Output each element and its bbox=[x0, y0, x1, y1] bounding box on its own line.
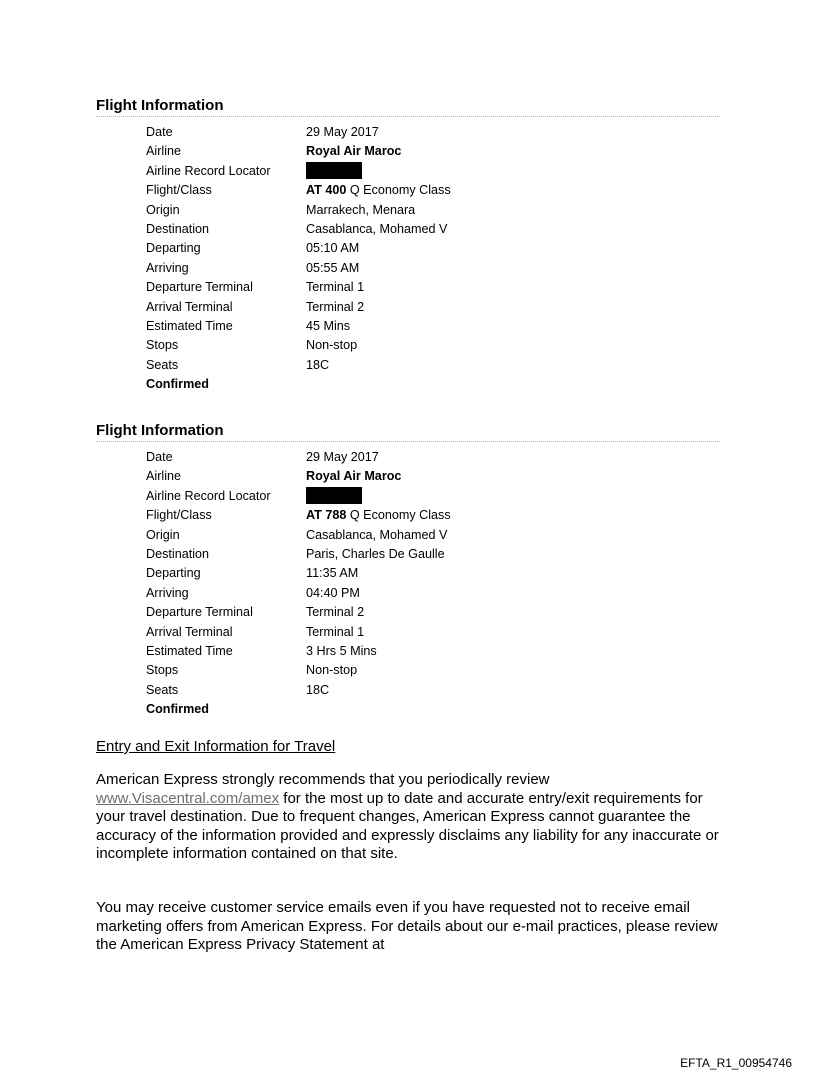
value-date: 29 May 2017 bbox=[306, 125, 379, 139]
document-id: EFTA_R1_00954746 bbox=[680, 1056, 792, 1070]
row-arrival-terminal bbox=[146, 298, 720, 317]
redaction-box bbox=[306, 487, 362, 504]
label-destination: Destination bbox=[146, 221, 210, 236]
value-origin: Marrakech, Menara bbox=[306, 202, 416, 217]
row-departing bbox=[146, 564, 720, 583]
row-estimated-time bbox=[146, 642, 720, 661]
value-origin: Casablanca, Mohamed V bbox=[306, 527, 448, 542]
email-notice-paragraph: You may receive customer service emails even if you have requested not to receive email marketing offers from American Express. For details about our e-mail practices, please review the American Express Privacy Statement at bbox=[96, 899, 718, 953]
value-stops: Non-stop bbox=[306, 663, 358, 678]
label-arrival-terminal: Arrival Terminal bbox=[146, 624, 233, 639]
row-status bbox=[146, 375, 720, 394]
label-arrival-terminal: Arrival Terminal bbox=[146, 299, 233, 314]
label-date: Date bbox=[146, 450, 173, 464]
redaction-box bbox=[306, 162, 362, 179]
value-departing: 05:10 AM bbox=[306, 241, 360, 256]
label-airline: Airline bbox=[146, 469, 181, 484]
row-departure-terminal bbox=[146, 278, 720, 297]
value-seats: 18C bbox=[306, 357, 330, 372]
value-estimated-time: 45 Mins bbox=[306, 318, 351, 333]
row-flight-class bbox=[146, 506, 720, 525]
flight-section-1 bbox=[96, 97, 720, 394]
visacentral-link[interactable]: www.Visacentral.com/amex bbox=[96, 789, 280, 807]
row-status bbox=[146, 700, 720, 719]
value-departure-terminal: Terminal 2 bbox=[306, 605, 365, 620]
value-class: Q Economy Class bbox=[346, 183, 451, 198]
label-origin: Origin bbox=[146, 202, 180, 217]
row-destination bbox=[146, 545, 720, 564]
label-seats: Seats bbox=[146, 357, 179, 372]
value-airline: Royal Air Maroc bbox=[306, 144, 402, 159]
row-estimated-time bbox=[146, 317, 720, 336]
label-destination: Destination bbox=[146, 546, 210, 561]
entry-exit-paragraph bbox=[96, 771, 726, 864]
row-departure-terminal bbox=[146, 603, 720, 622]
row-departing bbox=[146, 239, 720, 258]
flight-details bbox=[146, 123, 720, 394]
flight-details bbox=[146, 448, 720, 719]
label-record-locator: Airline Record Locator bbox=[146, 163, 271, 178]
label-record-locator: Airline Record Locator bbox=[146, 488, 271, 503]
value-date: 29 May 2017 bbox=[306, 450, 379, 464]
label-flight-class: Flight/Class bbox=[146, 508, 212, 523]
row-stops bbox=[146, 336, 720, 355]
row-arriving bbox=[146, 259, 720, 278]
label-origin: Origin bbox=[146, 527, 180, 542]
row-airline bbox=[146, 467, 720, 486]
label-stops: Stops bbox=[146, 663, 179, 678]
value-estimated-time: 3 Hrs 5 Mins bbox=[306, 643, 377, 658]
value-destination: Paris, Charles De Gaulle bbox=[306, 546, 445, 561]
row-record-locator bbox=[146, 487, 720, 506]
label-departing: Departing bbox=[146, 566, 201, 581]
row-date bbox=[146, 448, 720, 467]
value-departing: 11:35 AM bbox=[306, 566, 359, 581]
row-flight-class bbox=[146, 181, 720, 200]
label-seats: Seats bbox=[146, 682, 179, 697]
row-origin bbox=[146, 526, 720, 545]
value-arriving: 05:55 AM bbox=[306, 260, 360, 275]
paragraph-text-end: for the most up to date and accurate entry/exit requirements for your travel destination. Due to frequent changes, American Express cannot guarantee the accuracy of the information provided and expressly disclaims any liability for any inaccurate or incomplete information contained on that site. bbox=[96, 789, 719, 862]
label-stops: Stops bbox=[146, 338, 179, 353]
label-departure-terminal: Departure Terminal bbox=[146, 280, 253, 295]
value-departure-terminal: Terminal 1 bbox=[306, 280, 365, 295]
value-stops: Non-stop bbox=[306, 338, 358, 353]
row-arriving bbox=[146, 584, 720, 603]
label-date: Date bbox=[146, 125, 173, 139]
value-flight-number: AT 400 bbox=[306, 183, 347, 198]
row-date bbox=[146, 123, 720, 142]
value-arrival-terminal: Terminal 2 bbox=[306, 299, 365, 314]
row-origin bbox=[146, 201, 720, 220]
label-arriving: Arriving bbox=[146, 585, 189, 600]
label-estimated-time: Estimated Time bbox=[146, 318, 233, 333]
row-destination bbox=[146, 220, 720, 239]
label-airline: Airline bbox=[146, 144, 181, 159]
label-flight-class: Flight/Class bbox=[146, 183, 212, 198]
row-seats bbox=[146, 356, 720, 375]
row-record-locator bbox=[146, 162, 720, 181]
value-seats: 18C bbox=[306, 682, 330, 697]
label-departure-terminal: Departure Terminal bbox=[146, 605, 253, 620]
label-estimated-time: Estimated Time bbox=[146, 643, 233, 658]
flight-section-2 bbox=[96, 422, 720, 719]
value-flight-number: AT 788 bbox=[306, 508, 347, 523]
paragraph-text-start: American Express strongly recommends that you periodically review bbox=[96, 771, 550, 788]
entry-exit-heading: Entry and Exit Information for Travel bbox=[96, 738, 336, 755]
value-destination: Casablanca, Mohamed V bbox=[306, 221, 448, 236]
value-airline: Royal Air Maroc bbox=[306, 469, 402, 484]
label-arriving: Arriving bbox=[146, 260, 189, 275]
value-arrival-terminal: Terminal 1 bbox=[306, 624, 365, 639]
row-seats bbox=[146, 681, 720, 700]
section-title: Flight Information bbox=[96, 97, 720, 117]
section-title: Flight Information bbox=[96, 422, 720, 442]
value-arriving: 04:40 PM bbox=[306, 585, 360, 600]
value-class: Q Economy Class bbox=[346, 508, 451, 523]
row-arrival-terminal bbox=[146, 623, 720, 642]
status-confirmed: Confirmed bbox=[146, 702, 209, 717]
row-stops bbox=[146, 661, 720, 680]
label-departing: Departing bbox=[146, 241, 201, 256]
status-confirmed: Confirmed bbox=[146, 377, 209, 392]
row-airline bbox=[146, 142, 720, 161]
